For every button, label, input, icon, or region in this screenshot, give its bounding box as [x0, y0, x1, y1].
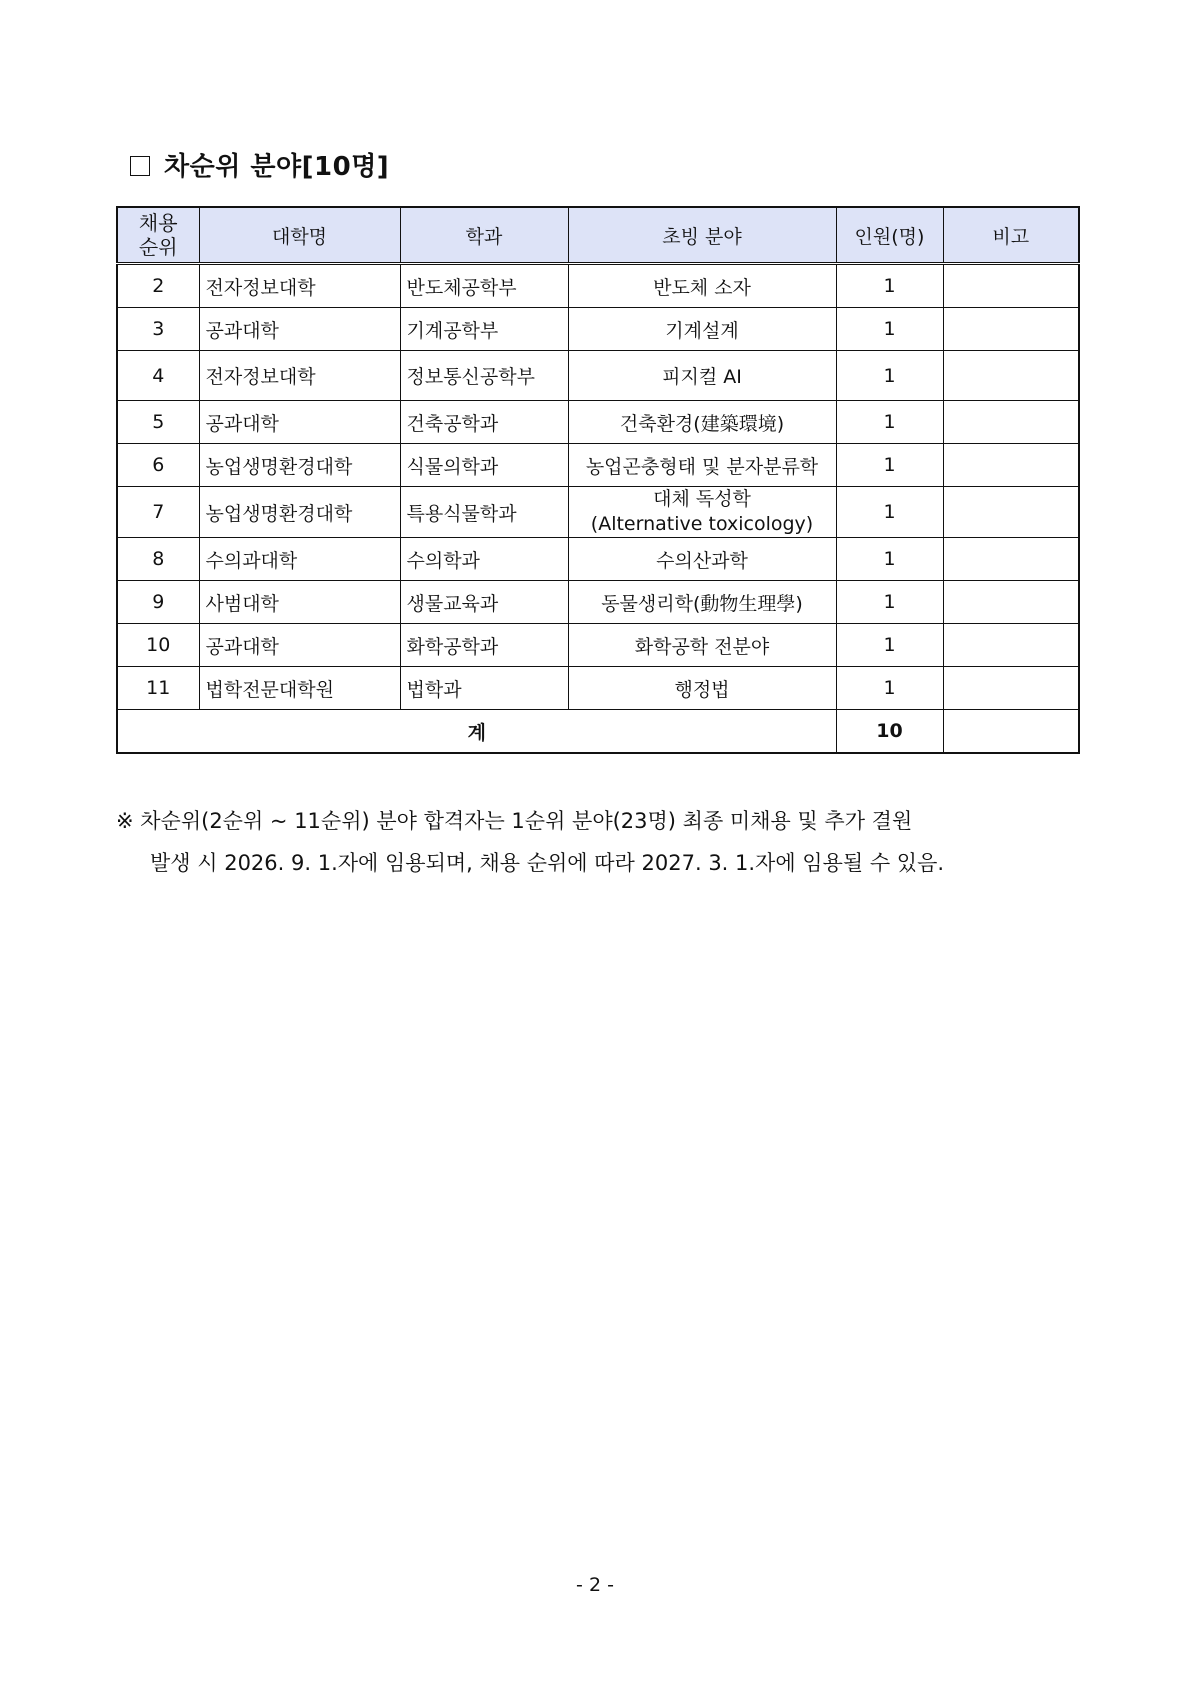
cell-field: 반도체 소자	[568, 264, 836, 308]
total-note	[943, 710, 1079, 754]
table-row	[117, 444, 1079, 487]
cell-field-line2: (Alternative toxicology)	[590, 513, 814, 535]
cell-count: 1	[836, 401, 943, 444]
cell-note	[943, 538, 1079, 581]
cell-department: 반도체공학부	[400, 264, 568, 308]
cell-rank: 9	[117, 581, 199, 624]
header-count: 인원(명)	[836, 207, 943, 264]
section-heading	[130, 146, 389, 183]
cell-count: 1	[836, 538, 943, 581]
table-row	[117, 624, 1079, 667]
cell-field	[568, 487, 836, 538]
cell-count: 1	[836, 667, 943, 710]
cell-note	[943, 667, 1079, 710]
cell-rank: 7	[117, 487, 199, 538]
header-department: 학과	[400, 207, 568, 264]
cell-field-line1: 대체 독성학	[653, 488, 751, 510]
cell-note	[943, 351, 1079, 401]
cell-note	[943, 624, 1079, 667]
header-field: 초빙 분야	[568, 207, 836, 264]
cell-department: 정보통신공학부	[400, 351, 568, 401]
cell-count: 1	[836, 264, 943, 308]
cell-rank: 4	[117, 351, 199, 401]
cell-field: 행정법	[568, 667, 836, 710]
cell-university: 농업생명환경대학	[199, 487, 400, 538]
cell-count: 1	[836, 624, 943, 667]
cell-rank: 3	[117, 308, 199, 351]
cell-university: 공과대학	[199, 308, 400, 351]
cell-field: 수의산과학	[568, 538, 836, 581]
cell-note	[943, 444, 1079, 487]
table-row	[117, 667, 1079, 710]
total-label: 계	[117, 710, 836, 754]
total-count: 10	[836, 710, 943, 754]
cell-university: 사범대학	[199, 581, 400, 624]
table-row	[117, 581, 1079, 624]
cell-department: 수의학과	[400, 538, 568, 581]
table-row	[117, 401, 1079, 444]
cell-field: 건축환경(建築環境)	[568, 401, 836, 444]
cell-rank: 5	[117, 401, 199, 444]
cell-field: 피지컬 AI	[568, 351, 836, 401]
table-row	[117, 308, 1079, 351]
cell-note	[943, 487, 1079, 538]
cell-count: 1	[836, 308, 943, 351]
cell-university: 전자정보대학	[199, 264, 400, 308]
footnote-line-1: ※ 차순위(2순위 ~ 11순위) 분야 합격자는 1순위 분야(23명) 최종 미채용 및 추가 결원	[116, 809, 913, 833]
header-rank: 채용 순위	[117, 207, 199, 264]
cell-note	[943, 581, 1079, 624]
cell-rank: 11	[117, 667, 199, 710]
cell-note	[943, 308, 1079, 351]
cell-field: 동물생리학(動物生理學)	[568, 581, 836, 624]
cell-rank: 8	[117, 538, 199, 581]
cell-count: 1	[836, 487, 943, 538]
cell-department: 법학과	[400, 667, 568, 710]
cell-note	[943, 401, 1079, 444]
cell-rank: 6	[117, 444, 199, 487]
cell-count: 1	[836, 581, 943, 624]
cell-rank: 10	[117, 624, 199, 667]
cell-department: 화학공학과	[400, 624, 568, 667]
table-row	[117, 264, 1079, 308]
cell-university: 공과대학	[199, 624, 400, 667]
cell-department: 건축공학과	[400, 401, 568, 444]
cell-university: 공과대학	[199, 401, 400, 444]
footnote	[116, 800, 1078, 884]
cell-count: 1	[836, 444, 943, 487]
header-note: 비고	[943, 207, 1079, 264]
cell-university: 수의과대학	[199, 538, 400, 581]
cell-field: 기계설계	[568, 308, 836, 351]
recruitment-table	[116, 206, 1080, 754]
checkbox-square-icon	[130, 156, 150, 176]
table-header-row	[117, 207, 1079, 264]
cell-university: 법학전문대학원	[199, 667, 400, 710]
table-row	[117, 351, 1079, 401]
footnote-line-2: 발생 시 2026. 9. 1.자에 임용되며, 채용 순위에 따라 2027. 3. 1.자에 임용될 수 있음.	[150, 851, 945, 875]
cell-field: 농업곤충형태 및 분자분류학	[568, 444, 836, 487]
cell-department: 특용식물학과	[400, 487, 568, 538]
cell-university: 전자정보대학	[199, 351, 400, 401]
table-total-row	[117, 710, 1079, 754]
page-number: - 2 -	[576, 1574, 614, 1596]
cell-rank: 2	[117, 264, 199, 308]
cell-department: 식물의학과	[400, 444, 568, 487]
cell-department: 기계공학부	[400, 308, 568, 351]
cell-note	[943, 264, 1079, 308]
table-row	[117, 487, 1079, 538]
cell-count: 1	[836, 351, 943, 401]
section-title: 차순위 분야[10명]	[164, 152, 390, 182]
cell-university: 농업생명환경대학	[199, 444, 400, 487]
table-row	[117, 538, 1079, 581]
header-university: 대학명	[199, 207, 400, 264]
cell-department: 생물교육과	[400, 581, 568, 624]
cell-field: 화학공학 전분야	[568, 624, 836, 667]
